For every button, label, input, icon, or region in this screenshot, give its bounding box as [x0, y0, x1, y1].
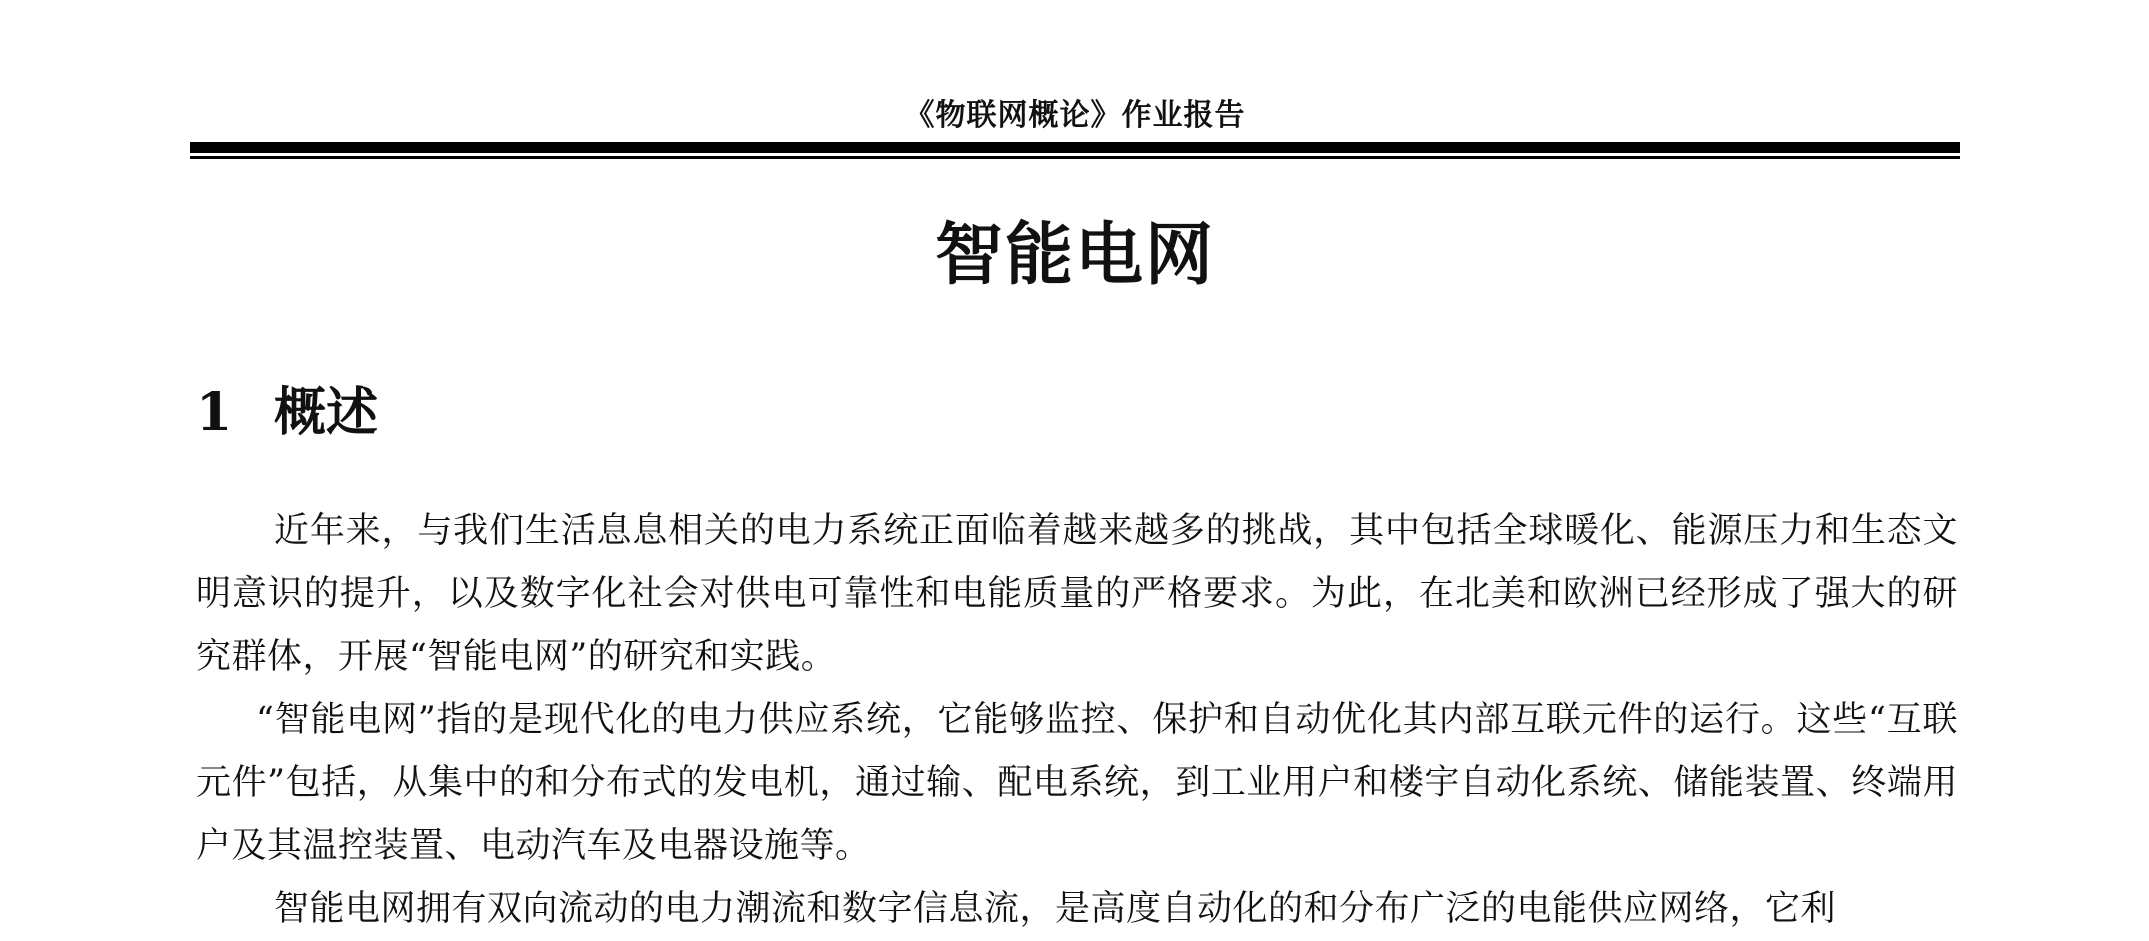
section-number: 1 — [196, 382, 233, 443]
paragraph: 智能电网拥有双向流动的电力潮流和数字信息流，是高度自动化的和分布广泛的电能供应网络，它利 — [274, 889, 1837, 929]
running-header: 《物联网概论》作业报告 — [904, 98, 1246, 133]
header-rule-thick — [190, 142, 1960, 153]
section-title: 概述 — [274, 382, 379, 443]
paragraph: 近年来，与我们生活息息相关的电力系统正面临着越来越多的挑战，其中包括全球暖化、能源压力和生态文明意识的提升，以及数字化社会对供电可靠性和电能质量的严格要求。为此，在北美和欧洲已经形成了强大的研究群体，开展“智能电网”的研究和实践。 — [196, 511, 1958, 677]
document-title: 智能电网 — [934, 215, 1215, 295]
header-rule-thin — [190, 156, 1960, 159]
section-heading — [196, 378, 378, 448]
paragraph: “智能电网”指的是现代化的电力供应系统，它能够监控、保护和自动优化其内部互联元件的运行。这些“互联元件”包括，从集中的和分布式的发电机，通过输、配电系统，到工业用户和楼宇自动化系统、储能装置、终端用户及其温控装置、电动汽车及电器设施等。 — [196, 700, 1958, 866]
body-text — [196, 500, 1958, 941]
